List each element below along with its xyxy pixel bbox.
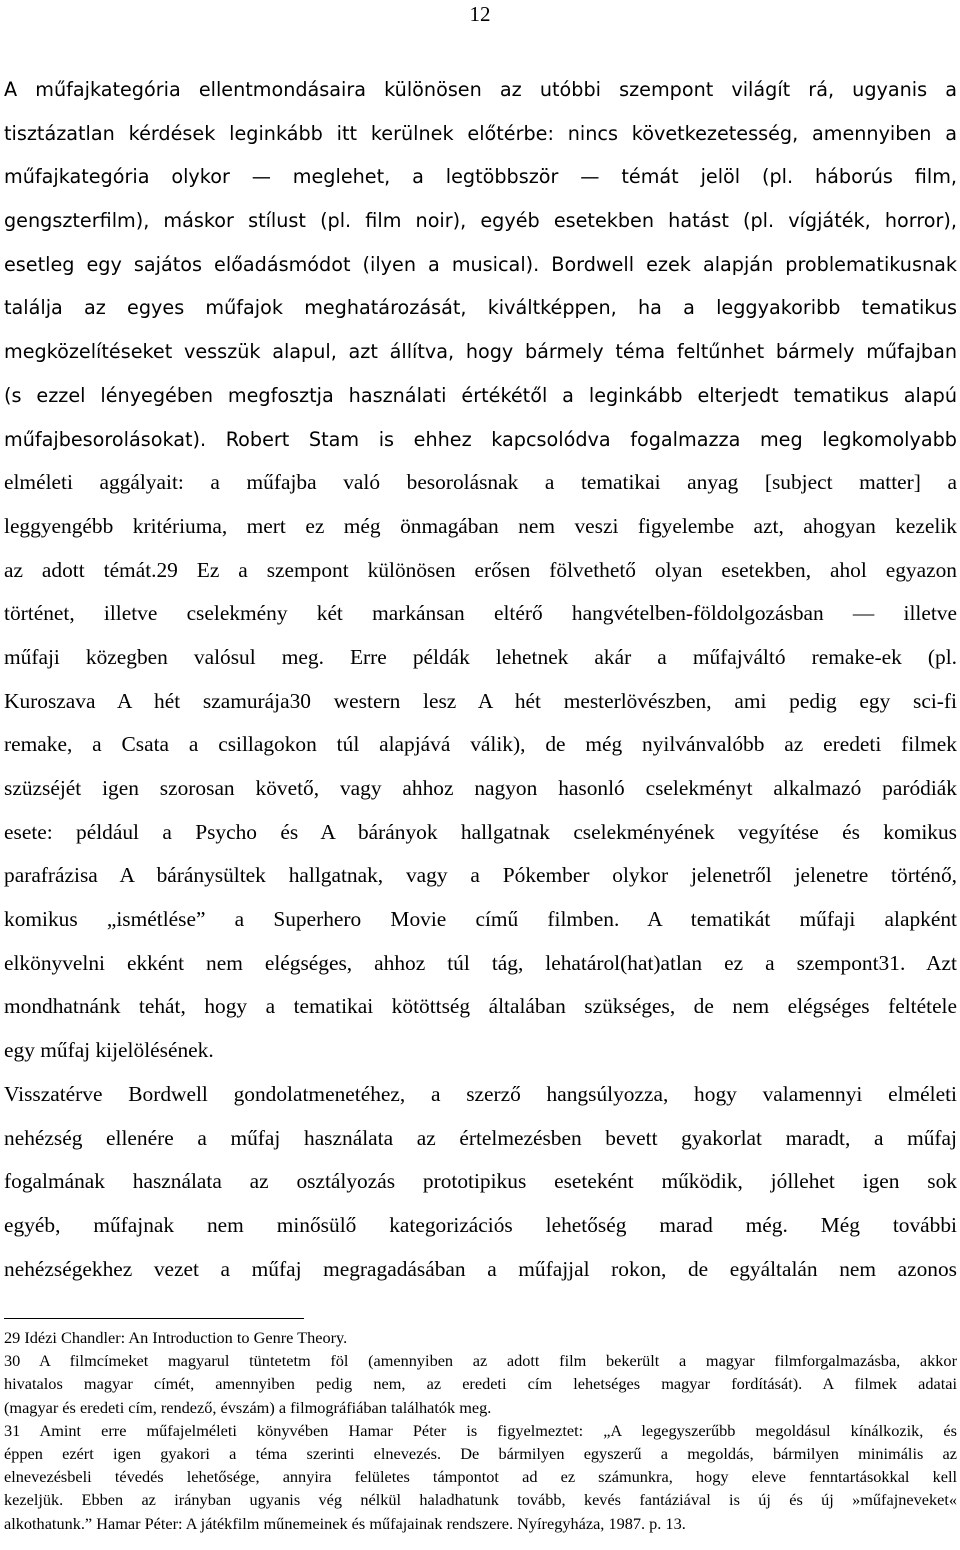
body-line-3: műfajkategória olykor — meglehet, a legtöbbször — témát jelöl (pl. háborús film, (4, 165, 957, 189)
body-line-10: elméleti aggályait: a műfajba való besorolásnak a tematikai anyag [subject matter] a (4, 470, 957, 495)
body-line-16: remake, a Csata a csillagokon túl alapjává válik), de még nyilvánvalóbb az eredeti filmek (4, 732, 957, 757)
body-line-7: megközelítéseket vesszük alapul, azt állítva, hogy bármely téma feltűnhet bármely műfajban (4, 340, 957, 364)
footnote-31-line-3: elnevezésbeli tévedés lehetősége, annyira felületes támpontot ad ez számunkra, hogy eleve fenntartásokkal kell (4, 1467, 957, 1487)
footnote-30-line-3: (magyar és eredeti cím, rendező, évszám) a filmográfiában találhatók meg. (4, 1397, 492, 1417)
footnote-separator (4, 1318, 304, 1319)
footnotes (4, 1326, 957, 1535)
body-line-19: parafrázisa A báránysültek hallgatnak, vagy a Pókember olykor jelenetről jelenetre történő, (4, 863, 957, 888)
body-line-11: leggyengébb kritériuma, mert ez még önmagában nem veszi figyelembe azt, ahogyan kezelik (4, 513, 957, 538)
body-line-1: A műfajkategória ellentmondásaira különösen az utóbbi szempont világít rá, ugyanis a (4, 78, 957, 101)
body-line-28: nehézségekhez vezet a műfaj megragadásában a műfajjal rokon, de egyáltalán nem azonos (4, 1256, 957, 1281)
footnote-29: 29 Idézi Chandler: An Introduction to Genre Theory. (4, 1328, 348, 1347)
body-line-2: tisztázatlan kérdések leginkább itt kerülnek előtérbe: nincs következetesség, amennyiben a (4, 121, 957, 145)
body-line-4: gengszterfilm), máskor stílust (pl. film noir), egyéb esetekben hatást (pl. vígjáték, horror), (4, 209, 957, 233)
footnote-31-line-1: 31 Amint erre műfajelméleti könyvében Hamar Péter is figyelmeztet: „A legegyszerűbb megoldásul kínálkozik, és (4, 1420, 957, 1440)
body-text (4, 68, 957, 1291)
body-line-24: Visszatérve Bordwell gondolatmenetéhez, a szerző hangsúlyozza, hogy valamennyi elméleti (4, 1081, 957, 1106)
footnote-30-line-2: hivatalos magyar címét, amennyiben pedig nem, az eredeti cím lehetséges magyar fordítását). A filmek adatai (4, 1374, 957, 1394)
body-line-15: Kuroszava A hét szamurája30 western lesz A hét mesterlövészben, ami pedig egy sci-fi (4, 688, 957, 713)
body-line-6: találja az egyes műfajok meghatározását, kiváltképpen, ha a leggyakoribb tematikus (4, 296, 957, 320)
footnote-31-line-5: alkothatunk.” Hamar Péter: A játékfilm műnemeinek és műfajainak rendszere. Nyíregyháza, 1987. p. 13. (4, 1513, 686, 1533)
body-line-26: fogalmának használata az osztályozás prototipikus eseteként működik, jóllehet igen sok (4, 1169, 957, 1194)
body-line-18: esete: például a Psycho és A bárányok hallgatnak cselekményének vegyítése és komikus (4, 819, 957, 844)
footnote-31-line-4: kezeljük. Ebben az irányban ugyanis vég nélkül haladhatunk tovább, kevés fantáziával is új és új »műfajneveket« (4, 1490, 957, 1510)
body-line-27: egyéb, műfajnak nem minősülő kategorizációs lehetőség marad még. Még további (4, 1212, 957, 1237)
footnote-31-line-2: éppen ezért igen gyakori a téma szerinti elnevezés. De bármilyen egyszerű a megoldás, bármilyen minimális az (4, 1443, 957, 1463)
body-line-25: nehézség ellenére a műfaj használata az értelmezésben bevett gyakorlat maradt, a műfaj (4, 1125, 957, 1150)
body-line-22: mondhatnánk tehát, hogy a tematikai kötöttség általában szükséges, de nem elégséges feltétele (4, 994, 957, 1019)
body-line-13: történet, illetve cselekmény két markánsan eltérő hangvételben-földolgozásban — illetve (4, 601, 957, 626)
body-line-21: elkönyvelni ekként nem elégséges, ahhoz túl tág, lehatárol(hat)atlan ez a szempont31. Azt (4, 950, 957, 975)
body-line-8: (s ezzel lényegében megfosztja használati értékétől a leginkább elterjedt tematikus alapú (4, 383, 957, 407)
body-line-20: komikus „ismétlése” a Superhero Movie című filmben. A tematikát műfaji alapként (4, 907, 957, 932)
footnote-30-line-1: 30 A filmcímeket magyarul tüntetetm föl (amennyiben az adott film bekerült a magyar filmforgalmazásba, akkor (4, 1351, 957, 1371)
body-line-17: szüzséjét igen szorosan követő, vagy ahhoz nagyon hasonló cselekményt alkalmazó paródiák (4, 776, 957, 800)
body-line-14: műfaji közegben valósul meg. Erre példák lehetnek akár a műfajváltó remake-ek (pl. (4, 644, 957, 669)
body-line-5: esetleg egy sajátos előadásmódot (ilyen a musical). Bordwell ezek alapján problematikusnak (4, 252, 957, 276)
body-line-12: az adott témát.29 Ez a szempont különösen erősen fölvethető olyan esetekben, ahol egyazon (4, 557, 957, 582)
page-number: 12 (469, 2, 491, 26)
body-line-23: egy műfaj kijelölésének. (4, 1038, 214, 1063)
body-line-9: műfajbesorolásokat). Robert Stam is ehhez kapcsolódva fogalmazza meg legkomolyabb (4, 427, 957, 451)
